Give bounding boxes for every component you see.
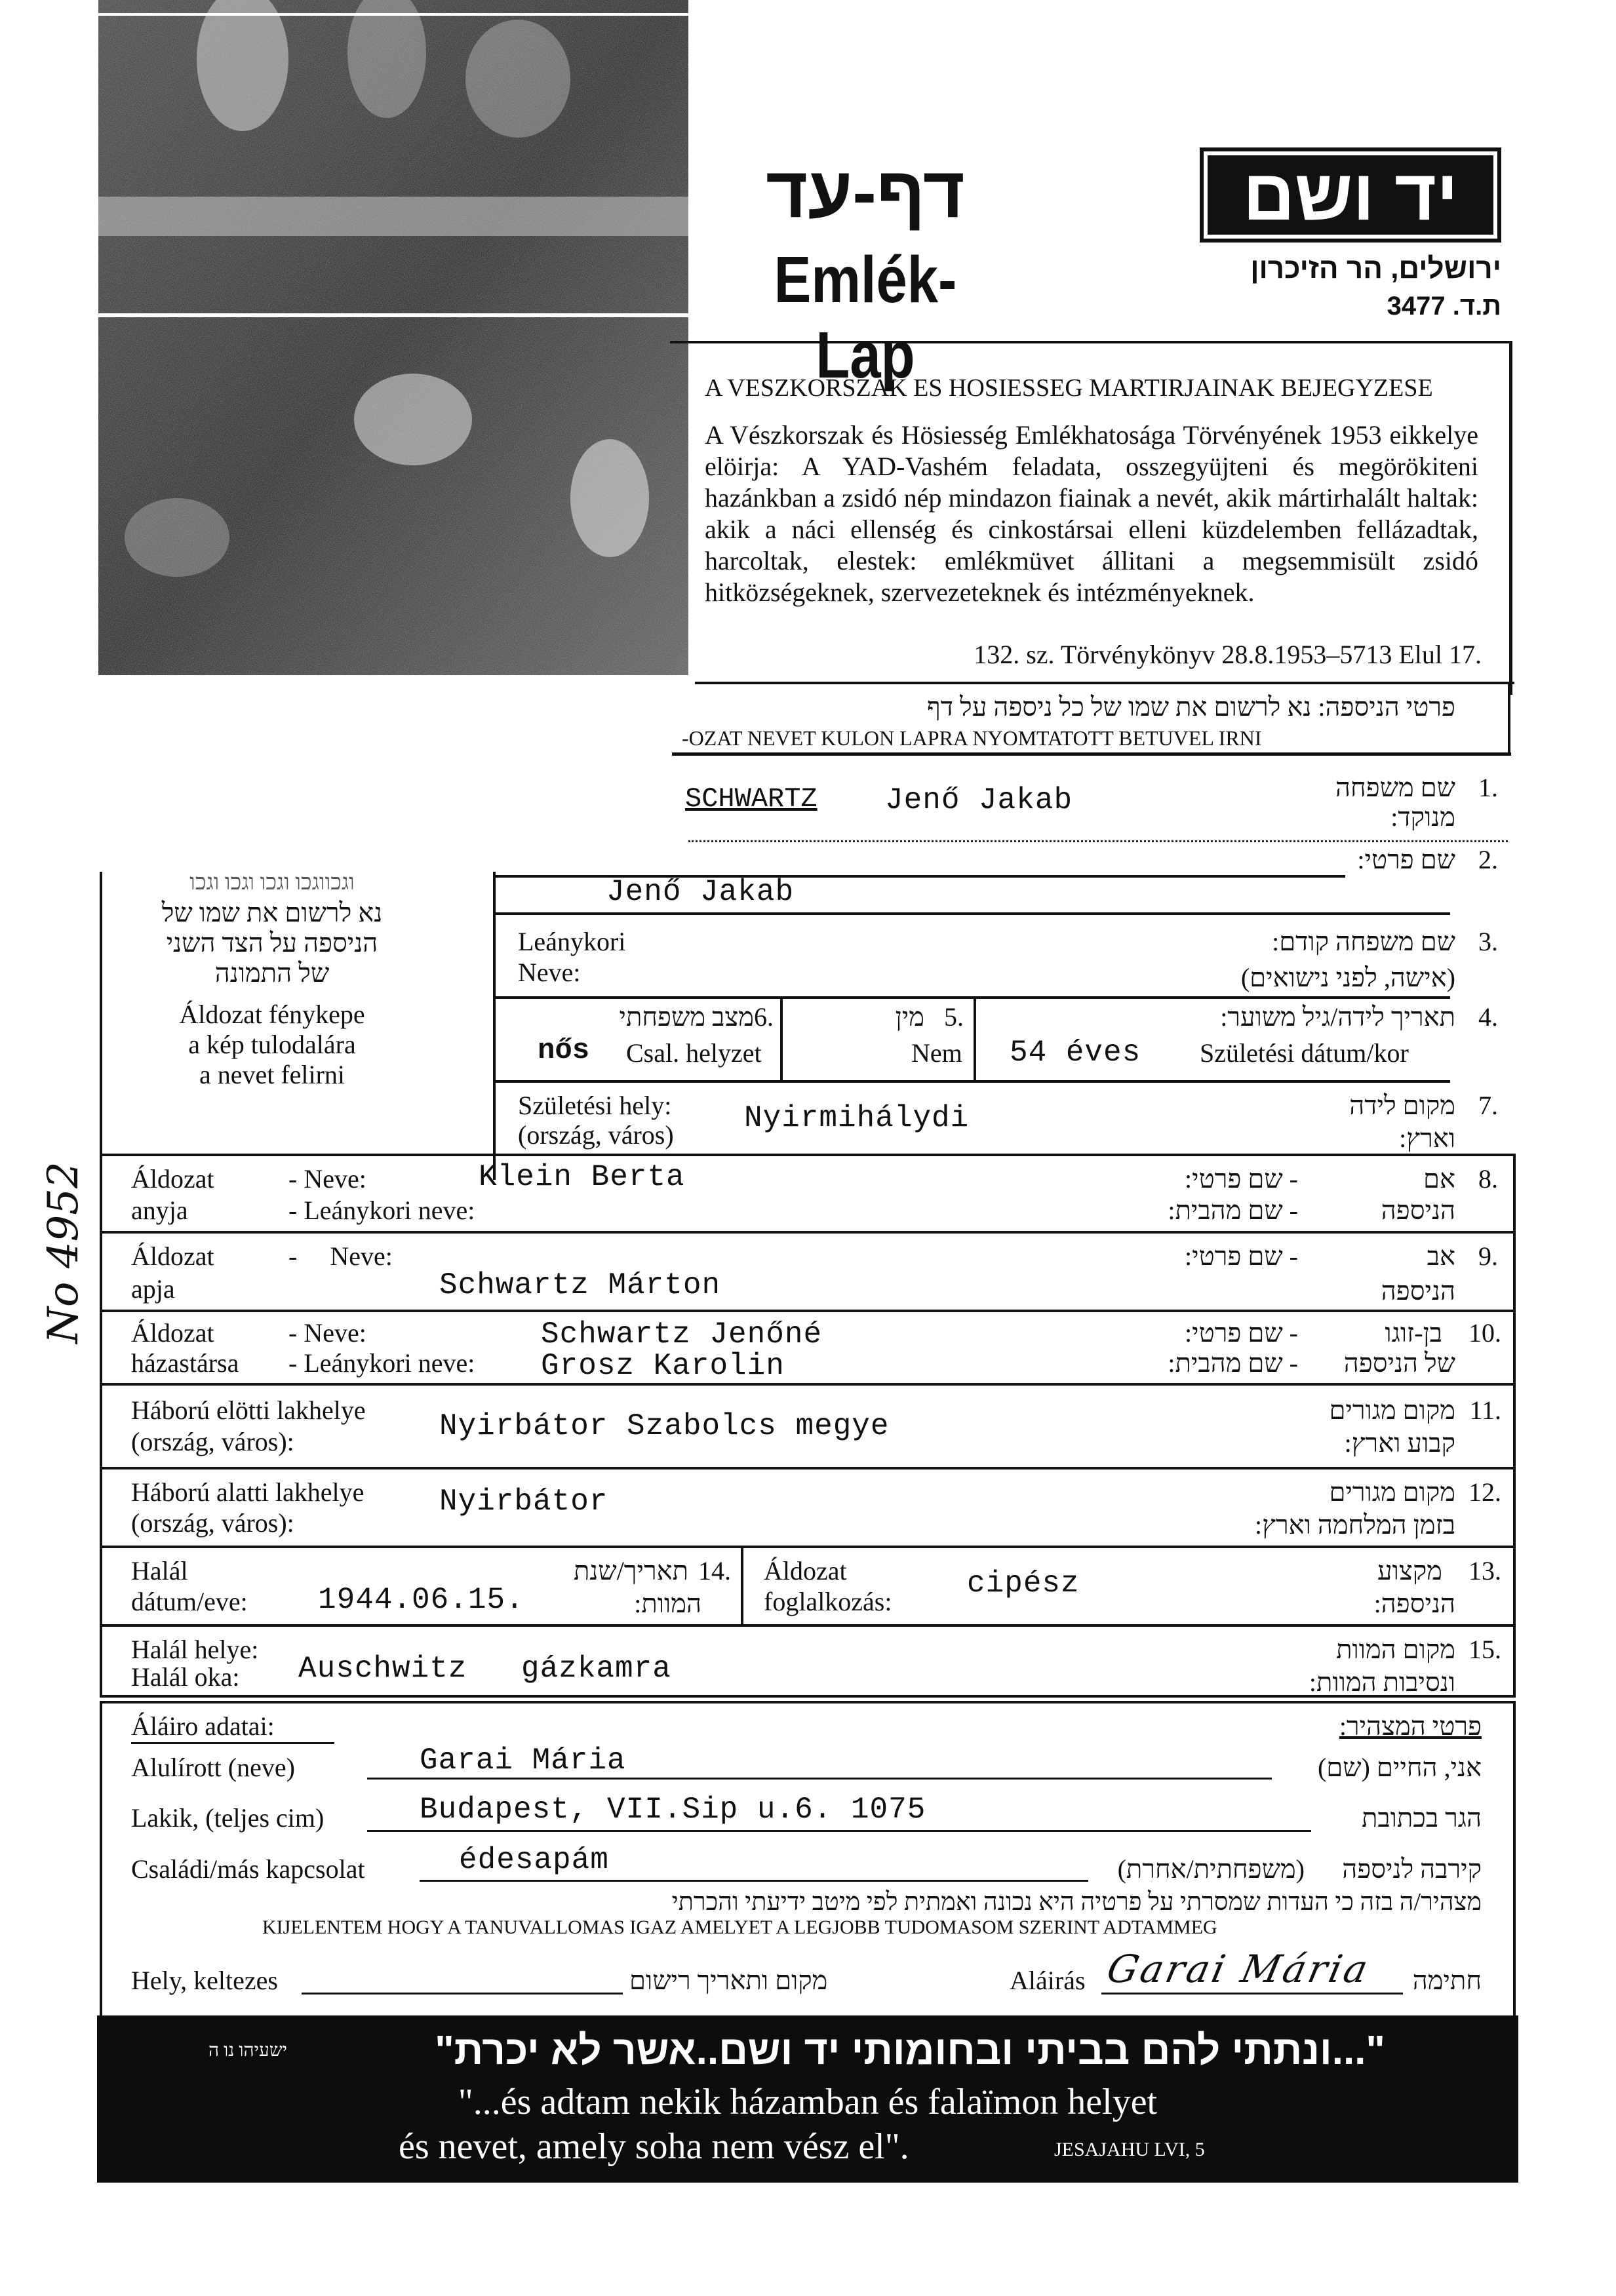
instructions-hungarian: -OZAT NEVET KULON LAPRA NYOMTATOTT BETUVEL IRNI xyxy=(682,726,1262,750)
field14-hun2: dátum/eve: xyxy=(131,1587,248,1616)
submitter-heading-heb: פרטי המצהיר: xyxy=(1339,1711,1482,1741)
field8-hsub2: - Leánykori neve: xyxy=(288,1196,475,1225)
field7-value: Nyirmihálydi xyxy=(744,1101,970,1135)
footer-hungarian-line1: "...és adtam nekik házamban és falaïmon helyet xyxy=(458,2082,1158,2122)
field9-hun2: apja xyxy=(131,1274,175,1304)
field15-value2: gázkamra xyxy=(521,1652,671,1686)
photo-note-hungarian-line-0: Áldozat fénykepe xyxy=(179,1000,365,1029)
photo-note-hebrew-line-0: וגכווגכו וגכו וגכו וגכו xyxy=(189,870,355,895)
field8-hsub1: - Neve: xyxy=(288,1164,366,1194)
place-heb: מקום ותאריך רישום xyxy=(629,1966,828,1995)
field8-sub2: - שם מהבית: xyxy=(1168,1196,1298,1225)
address-hebrew: ירושלים, הר הזיכרון xyxy=(1250,252,1501,284)
field7-hun: Születési hely: xyxy=(518,1091,672,1120)
field14-num: .14 xyxy=(698,1556,731,1586)
field8-hun: Áldozat xyxy=(131,1164,214,1194)
declaration-heb: מצהיר/ה בזה כי העדות שמסרתי על פרטיה היא נכונה ואמתית לפי מיטב ידיעתי והכרתי xyxy=(671,1888,1482,1916)
field4-hun: Születési dátum/kor xyxy=(1200,1038,1409,1068)
field3-hun2: Neve: xyxy=(518,958,581,987)
name-value: Garai Mária xyxy=(420,1743,626,1778)
photo-note-hebrew-line-1: נא לרשום את שמו של xyxy=(161,898,383,927)
title-hebrew: דף-עד xyxy=(766,152,965,233)
declaration-hun: KIJELENTEM HOGY A TANUVALLOMAS IGAZ AMELYET A LEGJOBB TUDOMASOM SZERINT ADTAMMEG xyxy=(262,1917,1217,1938)
relation-value: édesapám xyxy=(459,1843,609,1877)
field1-num: .1 xyxy=(1478,773,1498,802)
photo-note-hungarian-line-1: a kép tulodalára xyxy=(188,1030,356,1059)
field12-hun: Háború alatti lakhelye xyxy=(131,1477,365,1507)
photo-note-hebrew-line-2: הניספה על הצד השני xyxy=(166,928,378,958)
footer-hungarian-line2: és nevet, amely soha nem vész el". xyxy=(399,2126,909,2167)
field7-label2: וארץ: xyxy=(1399,1123,1455,1153)
intro-body: A Vészkorszak és Hösiesség Emlékhatosága Törvényének 1953 eikkelye elöirja: A YAD-Vashém feladata, osszegyüjteni és megörökiteni hazánkban a zsidó nép mindazon fiainak a nevét, akik mártirhalált haltak: akik a náci ellenség és cinkostársai elleni küzdelemben fellázadtak, harcoltak, elestek: emlékmüvet állitani a megsemmisült zsidó hitközségeknek, szervezeteknek és intézményeknek. xyxy=(705,420,1478,607)
field10-hun2: házastársa xyxy=(131,1348,239,1378)
signature-heb: חתימה xyxy=(1412,1966,1482,1995)
footer-banner xyxy=(97,2015,1518,2183)
field6-hun: Csal. helyzet xyxy=(626,1038,762,1068)
place-label: Hely, keltezes xyxy=(131,1966,278,1995)
field2-value: Jenő Jakab xyxy=(606,875,795,909)
field7-num: .7 xyxy=(1478,1091,1498,1120)
intro-heading: A VESZKORSZAK ES HOSIESSEG MARTIRJAINAK BEJEGYZESE xyxy=(705,374,1433,402)
field14-hun: Halál xyxy=(131,1556,188,1586)
field14-value: 1944.06.15. xyxy=(318,1583,524,1617)
field7-label: מקום לידה xyxy=(1349,1091,1455,1120)
field9-hun: Áldozat xyxy=(131,1241,214,1271)
field10-label: בן-זוגו xyxy=(1385,1318,1442,1348)
submitter-heading: Áláiro adatai: xyxy=(131,1711,275,1741)
field9-hsub1: - Neve: xyxy=(288,1241,393,1271)
field8-value: Klein Berta xyxy=(479,1160,685,1194)
law-reference: 132. sz. Törvénykönyv 28.8.1953–5713 Elul 17. xyxy=(974,640,1482,669)
field3-label2: (אישה, לפני נישואים) xyxy=(1240,963,1455,992)
field10-value2: Grosz Karolin xyxy=(541,1349,785,1383)
field10-num: .10 xyxy=(1468,1318,1501,1348)
po-box: ת.ד. 3477 xyxy=(1387,292,1501,321)
field4-value: 54 éves xyxy=(1010,1036,1141,1070)
field13-hun: Áldozat xyxy=(764,1556,847,1586)
field11-label2: קבוע וארץ: xyxy=(1344,1428,1455,1458)
field15-value1: Auschwitz xyxy=(298,1652,467,1686)
field12-label2: בזמן המלחמה וארץ: xyxy=(1255,1510,1455,1540)
field8-sub1: - שם פרטי: xyxy=(1185,1164,1298,1194)
field15-hun: Halál helye: xyxy=(131,1635,259,1664)
field4-label: תאריך לידה/גיל משוער: xyxy=(1220,1002,1455,1032)
field5-hun: Nem xyxy=(911,1038,962,1068)
field11-value: Nyirbátor Szabolcs megye xyxy=(439,1409,890,1443)
field12-num: .12 xyxy=(1468,1477,1501,1507)
field5-num: .5 xyxy=(944,1002,964,1032)
field6-value: nős xyxy=(538,1034,590,1067)
field10-hsub1: - Neve: xyxy=(288,1318,366,1348)
field10-label2: של הניספה xyxy=(1343,1348,1455,1378)
field13-label2: הניספה: xyxy=(1373,1589,1455,1618)
field1-surname: SCHWARTZ xyxy=(685,783,818,815)
logo-text: יד ושם xyxy=(1208,155,1493,235)
field15-hun2: Halál oka: xyxy=(131,1662,240,1692)
field3-hun: Leánykori xyxy=(518,927,626,956)
name-heb: אני, החיים (שם) xyxy=(1317,1753,1482,1782)
signature: Garai Mária xyxy=(1103,1947,1375,1991)
signature-label: Aláirás xyxy=(1010,1966,1086,1995)
instructions-hebrew: פרטי הניספה: נא לרשום את שמו של כל ניספה על דף xyxy=(927,692,1455,722)
field7-hun2: (ország, város) xyxy=(518,1120,674,1150)
field13-label: מקצוע xyxy=(1377,1556,1442,1586)
field10-hun: Áldozat xyxy=(131,1318,214,1348)
field14-label2: המוות: xyxy=(634,1589,701,1618)
field10-hsub2: - Leánykori neve: xyxy=(288,1348,475,1378)
field9-label2: הניספה xyxy=(1381,1276,1455,1306)
field15-label2: ונסיבות המוות: xyxy=(1309,1667,1455,1697)
field1-given: Jenő Jakab xyxy=(885,783,1073,817)
title-hungarian: Emlék-Lap xyxy=(774,243,957,392)
footer-hebrew-ref: ישעיהו נו ה xyxy=(208,2040,287,2061)
footer-hebrew-quote: "...ונתתי להם בביתי ובחומותי יד ושם..אשר לא יכרת" xyxy=(435,2028,1385,2073)
field6-label: מצב משפחתי xyxy=(619,1002,754,1032)
relation-label: Családi/más kapcsolat xyxy=(131,1854,365,1884)
yad-vashem-logo xyxy=(1200,147,1501,243)
field8-num: .8 xyxy=(1478,1164,1498,1194)
field2-label: שם פרטי: xyxy=(1357,845,1455,874)
margin-note: No 4952 xyxy=(39,1161,88,1344)
relation-heb2: קירבה לניספה xyxy=(1342,1854,1482,1884)
field11-label: מקום מגורים xyxy=(1329,1395,1455,1425)
field13-hun2: foglalkozás: xyxy=(764,1587,892,1616)
photo-note-hebrew-line-3: של התמונה xyxy=(214,958,330,988)
address-label: Lakik, (teljes cim) xyxy=(131,1803,325,1833)
field10-sub1: - שם פרטי: xyxy=(1185,1318,1298,1348)
field8-hun2: anyja xyxy=(131,1196,188,1225)
field10-value1: Schwartz Jenőné xyxy=(541,1317,823,1352)
field15-num: .15 xyxy=(1468,1635,1501,1664)
field11-num: .11 xyxy=(1469,1395,1501,1425)
field13-value: cipész xyxy=(967,1566,1080,1601)
victim-photo xyxy=(98,0,688,675)
photo-note-hungarian-line-2: a nevet felirni xyxy=(199,1060,345,1089)
field9-label: אב xyxy=(1427,1241,1455,1271)
field12-hun2: (ország, város): xyxy=(131,1508,294,1538)
field15-label: מקום המוות xyxy=(1336,1635,1455,1664)
relation-heb: (משפחתית/אחרת) xyxy=(1117,1854,1305,1884)
field11-hun2: (ország, város): xyxy=(131,1427,294,1456)
field9-num: .9 xyxy=(1478,1241,1498,1271)
field9-sub1: - שם פרטי: xyxy=(1185,1241,1298,1271)
footer-ref: JESAJAHU LVI, 5 xyxy=(1054,2139,1205,2160)
field1-label2: מנוקד: xyxy=(1390,802,1455,832)
field13-num: .13 xyxy=(1468,1556,1501,1586)
field2-num: .2 xyxy=(1478,845,1498,874)
field11-hun: Háború elötti lakhelye xyxy=(131,1395,366,1425)
field8-label2: הניספה xyxy=(1381,1196,1455,1225)
name-label: Alulírott (neve) xyxy=(131,1753,295,1782)
field8-label: אם xyxy=(1423,1164,1455,1194)
field12-label: מקום מגורים xyxy=(1329,1477,1455,1507)
field9-value: Schwartz Márton xyxy=(439,1268,721,1302)
field14-label: תאריך/שנת xyxy=(573,1556,688,1586)
field3-label: שם משפחה קודם: xyxy=(1272,927,1455,956)
field6-num: .6 xyxy=(754,1002,774,1032)
field1-label: שם משפחה xyxy=(1335,773,1455,802)
field3-num: .3 xyxy=(1478,927,1498,956)
field10-sub2: - שם מהבית: xyxy=(1168,1348,1298,1378)
field4-num: .4 xyxy=(1478,1002,1498,1032)
field5-label: מין xyxy=(895,1002,924,1032)
address-heb: הגר בכתובת xyxy=(1362,1803,1482,1833)
field12-value: Nyirbátor xyxy=(439,1485,608,1519)
address-value: Budapest, VII.Sip u.6. 1075 xyxy=(420,1793,926,1827)
